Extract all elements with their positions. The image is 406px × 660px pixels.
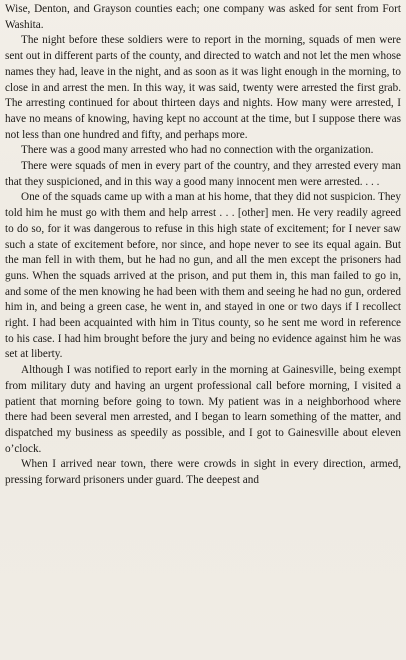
paragraph-man-without-gun: One of the squads came up with a man at his home, that they did not suspicion. They told him he must go with them and help arrest . . . [other] men. He very readily agreed to do so, for it was dangerous to refuse in this high state of excitement; for I never saw such a state of excitement before, nor since, and hope never to see its equal again. But the man fell in with them, but he had no gun, and all the men except the prisoners had guns. When the squads arrived at the prison, and put them in, this man failed to go in, and some of the men knowing he had been with them and seeing he had no gun, ordered him in, and being a green case, he went in, and stayed in one or two days if I recollect right. I had been acquainted with him in Titus county, so he sent me word in reference to his case. I had him brought before the jury and being no evidence against him he was set at liberty. [5, 191, 401, 361]
paragraph-squads: There were squads of men in every part of the country, and they arrested every man that they suspicioned, and in this way a good many innocent men were arrested. . . . [5, 160, 401, 188]
book-page-text [5, 2, 401, 489]
paragraph-no-connection: There was a good many arrested who had no connection with the organization. [21, 144, 374, 157]
paragraph-arrest-night: The night before these soldiers were to report in the morning, squads of men were sent out in different parts of the county, and directed to watch and not let the men whose names they had, leave in the night, and as soon as it was light enough in the morning, to close in and arrest the men. In this way, it was said, twenty were arrested the first grab. The arresting continued for about thirteen days and nights. How many were arrested, I have no means of knowing, having kept no account at the time, but I suppose there was not less than one hundred and fifty, and perhaps more. [5, 34, 401, 141]
paragraph-notified-to-report: Although I was notified to report early in the morning at Gainesville, being exempt from military duty and having an urgent professional call before morning, I visited a patient that morning before going to town. My patient was in a neighborhood where there had been several men arrested, and I began to learn something of the matter, and dispatched my business as speedily as possible, and I got to Gainesville about eleven o’clock. [5, 364, 401, 455]
paragraph-arrived-near-town: When I arrived near town, there were crowds in sight in every direction, armed, pressing forward prisoners under guard. The deepest and [5, 458, 401, 487]
paragraph-continuation: Wise, Denton, and Grayson counties each; one company was asked for sent from Fort Washita. [5, 3, 401, 31]
